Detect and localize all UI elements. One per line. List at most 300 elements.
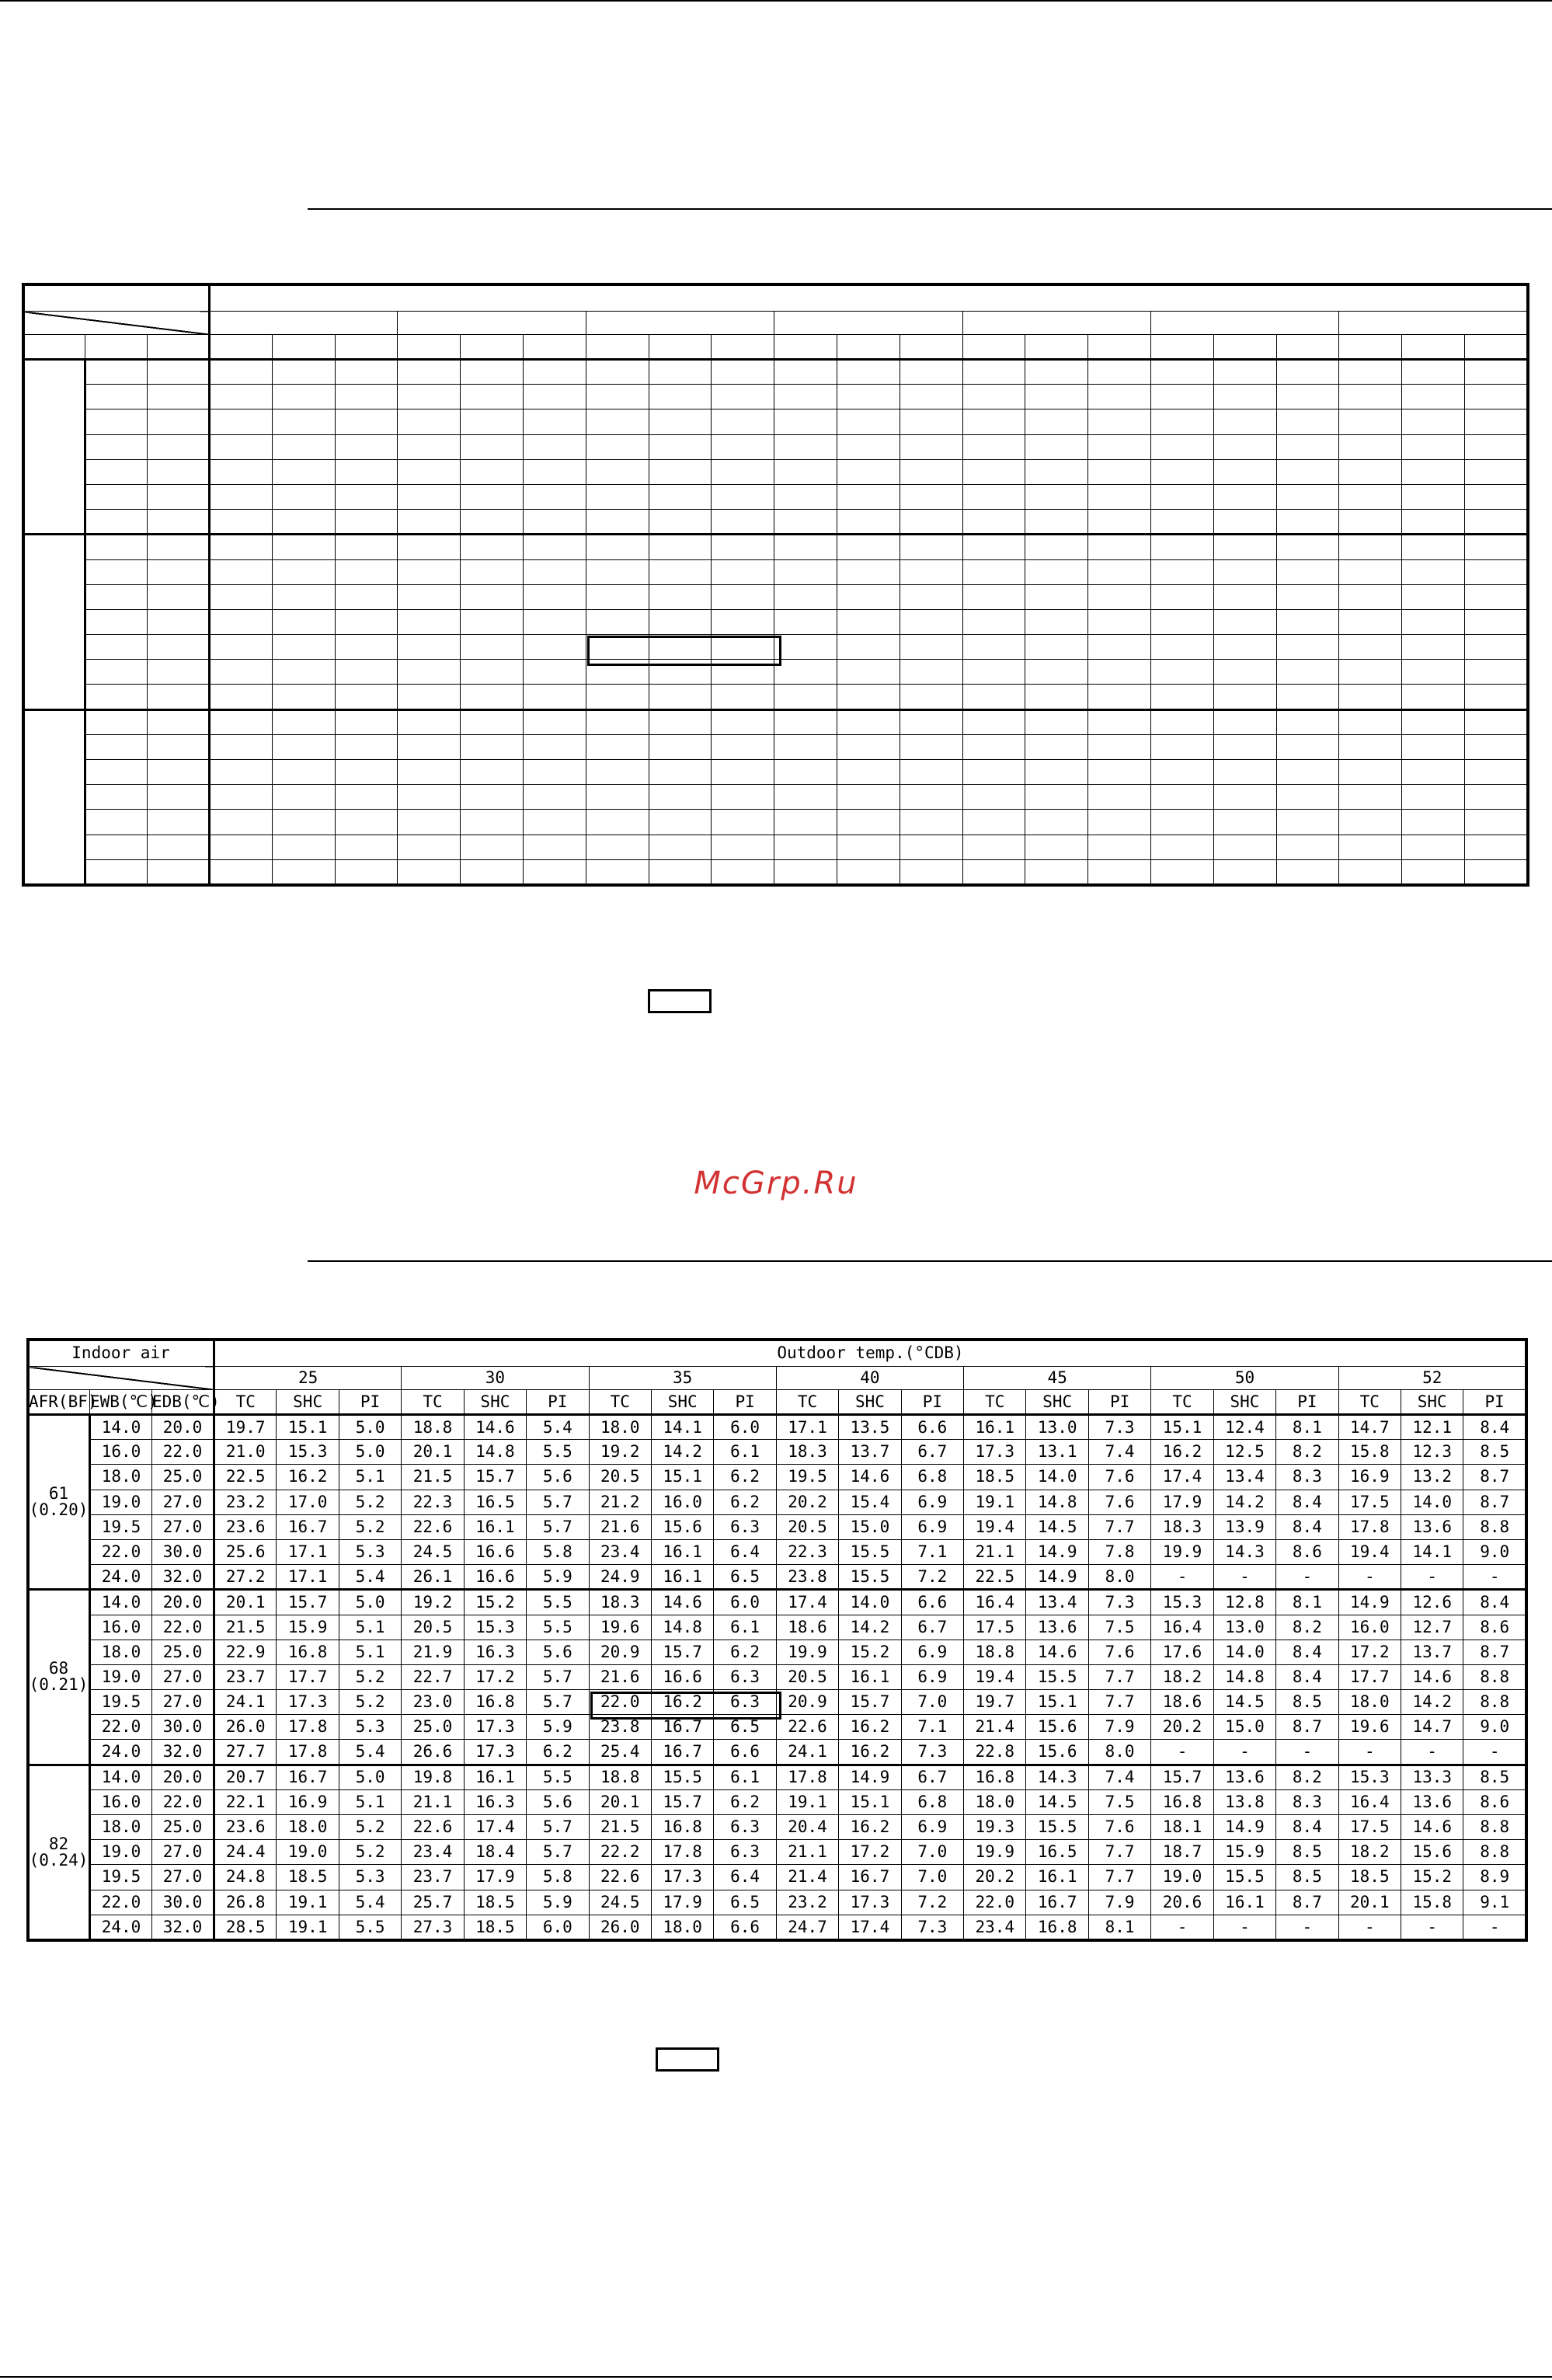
- value-cell: 14.3: [1026, 1765, 1088, 1789]
- metric-header-shc: SHC: [839, 1390, 901, 1415]
- table-row: [24, 360, 1528, 385]
- value-cell: [1339, 685, 1402, 709]
- value-cell: [1088, 734, 1151, 759]
- outdoor-temp-52: 52: [1338, 1367, 1526, 1390]
- value-cell: 23.6: [214, 1514, 277, 1539]
- value-cell: 19.6: [589, 1615, 651, 1640]
- value-cell: [210, 859, 273, 884]
- value-cell: 18.0: [964, 1789, 1026, 1814]
- value-cell: [1088, 459, 1151, 484]
- indoor-air-header: Indoor air: [29, 1340, 214, 1367]
- edb-cell: 22.0: [152, 1615, 214, 1640]
- value-cell: 14.9: [1338, 1590, 1401, 1615]
- value-cell: [712, 535, 774, 559]
- value-cell: [1213, 609, 1276, 634]
- metric-header-pi: [524, 335, 586, 360]
- metric-header-pi: PI: [1463, 1390, 1526, 1415]
- value-cell: 18.0: [651, 1915, 713, 1939]
- cooling-capacity-table: [28, 1340, 1526, 1940]
- table-row: [29, 1565, 1526, 1590]
- value-cell: 13.6: [1401, 1789, 1463, 1814]
- bottom-border-line: [0, 2376, 1552, 2378]
- value-cell: [272, 734, 335, 759]
- edb-cell: [148, 785, 210, 810]
- bf-value: (0.21): [29, 1675, 89, 1695]
- value-cell: 15.8: [1338, 1440, 1401, 1465]
- value-cell: [900, 559, 962, 584]
- value-cell: [1213, 484, 1276, 509]
- value-cell: 17.0: [277, 1490, 339, 1514]
- outdoor-temp-25: [210, 312, 398, 335]
- value-cell: [524, 385, 586, 409]
- value-cell: [335, 810, 398, 835]
- value-cell: 19.4: [1338, 1539, 1401, 1564]
- value-cell: 15.5: [839, 1539, 901, 1564]
- table-row: [29, 1590, 1526, 1615]
- value-cell: [210, 535, 273, 559]
- value-cell: [1150, 535, 1213, 559]
- value-cell: 15.7: [651, 1789, 713, 1814]
- value-cell: [335, 510, 398, 535]
- value-cell: [1025, 635, 1088, 660]
- value-cell: [1025, 760, 1088, 785]
- metric-header-shc: [1025, 335, 1088, 360]
- value-cell: [398, 760, 461, 785]
- value-cell: [774, 685, 837, 709]
- value-cell: 5.5: [339, 1915, 401, 1939]
- value-cell: [210, 484, 273, 509]
- value-cell: [210, 459, 273, 484]
- value-cell: 18.6: [776, 1615, 838, 1640]
- value-cell: [398, 459, 461, 484]
- value-cell: 14.0: [1401, 1490, 1463, 1514]
- value-cell: [461, 535, 524, 559]
- value-cell: [962, 385, 1025, 409]
- value-cell: 21.1: [402, 1789, 464, 1814]
- value-cell: [210, 409, 273, 434]
- value-cell: 16.6: [464, 1539, 526, 1564]
- value-cell: 18.5: [464, 1915, 526, 1939]
- value-cell: [1150, 484, 1213, 509]
- value-cell: 14.6: [1401, 1815, 1463, 1840]
- value-cell: 6.3: [714, 1664, 776, 1689]
- value-cell: 16.1: [651, 1565, 713, 1590]
- value-cell: 6.6: [901, 1590, 963, 1615]
- value-cell: [900, 510, 962, 535]
- value-cell: 14.5: [1026, 1789, 1088, 1814]
- edb-cell: [148, 510, 210, 535]
- value-cell: [398, 584, 461, 609]
- value-cell: 16.4: [1151, 1615, 1213, 1640]
- value-cell: 20.2: [1151, 1715, 1213, 1740]
- value-cell: [272, 785, 335, 810]
- value-cell: 6.6: [901, 1415, 963, 1440]
- value-cell: 20.4: [776, 1815, 838, 1840]
- value-cell: 16.8: [964, 1765, 1026, 1789]
- value-cell: 14.8: [651, 1615, 713, 1640]
- value-cell: 12.4: [1213, 1415, 1275, 1440]
- value-cell: 15.9: [1213, 1840, 1275, 1865]
- value-cell: 16.8: [651, 1815, 713, 1840]
- value-cell: 17.9: [464, 1865, 526, 1890]
- value-cell: [774, 810, 837, 835]
- value-cell: 14.2: [651, 1440, 713, 1465]
- value-cell: [335, 385, 398, 409]
- value-cell: 14.9: [1026, 1539, 1088, 1564]
- metric-header-pi: PI: [1088, 1390, 1150, 1415]
- value-cell: 8.8: [1463, 1664, 1526, 1689]
- metric-header-tc: TC: [1151, 1390, 1213, 1415]
- value-cell: 22.5: [964, 1565, 1026, 1590]
- afr-group-label: [29, 1590, 90, 1765]
- value-cell: [1213, 360, 1276, 385]
- value-cell: 12.1: [1401, 1415, 1463, 1440]
- value-cell: [1150, 409, 1213, 434]
- edb-cell: [148, 835, 210, 859]
- value-cell: [461, 559, 524, 584]
- ewb-cell: 18.0: [90, 1465, 152, 1490]
- value-cell: 21.4: [964, 1715, 1026, 1740]
- value-cell: [1402, 409, 1465, 434]
- value-cell: [335, 459, 398, 484]
- value-cell: [272, 409, 335, 434]
- value-cell: [1464, 434, 1527, 459]
- value-cell: 16.1: [651, 1539, 713, 1564]
- value-cell: -: [1401, 1740, 1463, 1765]
- metric-header-pi: [1464, 335, 1527, 360]
- value-cell: [712, 760, 774, 785]
- value-cell: -: [1463, 1565, 1526, 1590]
- value-cell: 5.2: [339, 1514, 401, 1539]
- legend-box: [648, 989, 712, 1013]
- edb-cell: 27.0: [152, 1690, 214, 1715]
- value-cell: 16.9: [1338, 1465, 1401, 1490]
- value-cell: 13.9: [1213, 1514, 1275, 1539]
- value-cell: [1088, 635, 1151, 660]
- ewb-cell: [85, 459, 148, 484]
- value-cell: 6.7: [901, 1615, 963, 1640]
- value-cell: [649, 785, 712, 810]
- value-cell: [774, 385, 837, 409]
- afr-value: 68: [48, 1659, 69, 1678]
- value-cell: [586, 760, 649, 785]
- value-cell: [1276, 360, 1339, 385]
- value-cell: 6.9: [901, 1815, 963, 1840]
- value-cell: [962, 459, 1025, 484]
- value-cell: 19.7: [214, 1415, 277, 1440]
- value-cell: 8.8: [1463, 1840, 1526, 1865]
- ewb-cell: [85, 385, 148, 409]
- value-cell: 22.6: [776, 1715, 838, 1740]
- value-cell: 15.7: [464, 1465, 526, 1490]
- value-cell: 15.6: [1026, 1715, 1088, 1740]
- table-row: [29, 1664, 1526, 1689]
- value-cell: [1025, 734, 1088, 759]
- edb-cell: 30.0: [152, 1539, 214, 1564]
- ewb-cell: [85, 685, 148, 709]
- value-cell: [398, 385, 461, 409]
- value-cell: 6.8: [901, 1789, 963, 1814]
- ewb-cell: 22.0: [90, 1715, 152, 1740]
- value-cell: 15.1: [1151, 1415, 1213, 1440]
- metric-header-pi: PI: [714, 1390, 776, 1415]
- value-cell: [1402, 584, 1465, 609]
- value-cell: [1088, 584, 1151, 609]
- value-cell: 6.7: [901, 1440, 963, 1465]
- value-cell: 6.5: [714, 1890, 776, 1915]
- value-cell: 16.7: [839, 1865, 901, 1890]
- value-cell: 8.5: [1276, 1840, 1338, 1865]
- value-cell: [1276, 760, 1339, 785]
- value-cell: [1213, 510, 1276, 535]
- value-cell: [210, 760, 273, 785]
- value-cell: [1464, 709, 1527, 734]
- header-row-temperatures: [29, 1367, 1526, 1390]
- value-cell: 19.4: [964, 1664, 1026, 1689]
- value-cell: [1339, 635, 1402, 660]
- value-cell: [1402, 535, 1465, 559]
- ewb-cell: 24.0: [90, 1565, 152, 1590]
- value-cell: 13.1: [1026, 1440, 1088, 1465]
- value-cell: 8.4: [1276, 1490, 1338, 1514]
- value-cell: [1464, 660, 1527, 685]
- table-row: [29, 1514, 1526, 1539]
- value-cell: [272, 660, 335, 685]
- value-cell: [1276, 484, 1339, 509]
- value-cell: 17.2: [464, 1664, 526, 1689]
- metric-header-shc: SHC: [464, 1390, 526, 1415]
- value-cell: 17.1: [277, 1565, 339, 1590]
- value-cell: 14.2: [839, 1615, 901, 1640]
- value-cell: [586, 584, 649, 609]
- value-cell: -: [1213, 1740, 1275, 1765]
- value-cell: [210, 510, 273, 535]
- edb-cell: [148, 734, 210, 759]
- value-cell: 14.9: [1026, 1565, 1088, 1590]
- value-cell: [1402, 709, 1465, 734]
- value-cell: 6.5: [714, 1715, 776, 1740]
- value-cell: 19.0: [277, 1840, 339, 1865]
- value-cell: 20.1: [214, 1590, 277, 1615]
- value-cell: 16.8: [1151, 1789, 1213, 1814]
- value-cell: [461, 459, 524, 484]
- value-cell: 5.1: [339, 1465, 401, 1490]
- value-cell: [1088, 409, 1151, 434]
- value-cell: 18.8: [589, 1765, 651, 1789]
- value-cell: [837, 810, 900, 835]
- ewb-cell: 19.0: [90, 1664, 152, 1689]
- value-cell: -: [1151, 1565, 1213, 1590]
- value-cell: 7.7: [1088, 1840, 1150, 1865]
- value-cell: [335, 559, 398, 584]
- value-cell: [398, 360, 461, 385]
- value-cell: [461, 584, 524, 609]
- value-cell: [1402, 609, 1465, 634]
- value-cell: 26.8: [214, 1890, 277, 1915]
- value-cell: -: [1463, 1915, 1526, 1939]
- table-row: [24, 785, 1528, 810]
- value-cell: 16.2: [277, 1465, 339, 1490]
- value-cell: [272, 535, 335, 559]
- header-row-columns: [24, 335, 1528, 360]
- value-cell: [210, 385, 273, 409]
- metric-header-pi: PI: [901, 1390, 963, 1415]
- value-cell: 16.2: [839, 1715, 901, 1740]
- indoor-air-header: [24, 285, 210, 312]
- metric-header-tc: [398, 335, 461, 360]
- value-cell: 22.9: [214, 1640, 277, 1664]
- ewb-cell: 19.0: [90, 1840, 152, 1865]
- value-cell: 18.0: [589, 1415, 651, 1440]
- value-cell: 15.1: [839, 1789, 901, 1814]
- outdoor-temp-45: [962, 312, 1150, 335]
- value-cell: 24.1: [776, 1740, 838, 1765]
- value-cell: [1213, 734, 1276, 759]
- value-cell: 18.5: [964, 1465, 1026, 1490]
- value-cell: [461, 484, 524, 509]
- value-cell: 18.0: [277, 1815, 339, 1840]
- value-cell: 7.3: [901, 1740, 963, 1765]
- value-cell: [461, 360, 524, 385]
- value-cell: 8.3: [1276, 1789, 1338, 1814]
- value-cell: [1339, 510, 1402, 535]
- value-cell: 22.6: [402, 1815, 464, 1840]
- outdoor-temp-40: 40: [776, 1367, 963, 1390]
- value-cell: 19.1: [964, 1490, 1026, 1514]
- value-cell: 24.5: [589, 1890, 651, 1915]
- value-cell: [837, 660, 900, 685]
- value-cell: 14.8: [1026, 1490, 1088, 1514]
- value-cell: [1150, 584, 1213, 609]
- metric-header-pi: PI: [1276, 1390, 1338, 1415]
- value-cell: 16.1: [839, 1664, 901, 1689]
- value-cell: [774, 584, 837, 609]
- value-cell: 23.7: [402, 1865, 464, 1890]
- edb-cell: 27.0: [152, 1490, 214, 1514]
- value-cell: 6.2: [714, 1789, 776, 1814]
- edb-cell: [148, 609, 210, 634]
- value-cell: 17.2: [1338, 1640, 1401, 1664]
- value-cell: 14.1: [651, 1415, 713, 1440]
- value-cell: [962, 810, 1025, 835]
- value-cell: 19.4: [964, 1514, 1026, 1539]
- value-cell: [1150, 510, 1213, 535]
- header-row-temperatures: [24, 312, 1528, 335]
- table-row: [29, 1690, 1526, 1715]
- edb-cell: 30.0: [152, 1890, 214, 1915]
- value-cell: [1213, 584, 1276, 609]
- ewb-column-header: EWB(℃): [90, 1390, 152, 1415]
- value-cell: 6.8: [901, 1465, 963, 1490]
- value-cell: 5.7: [527, 1690, 589, 1715]
- value-cell: 5.8: [527, 1865, 589, 1890]
- value-cell: -: [1151, 1915, 1213, 1939]
- value-cell: 5.0: [339, 1415, 401, 1440]
- value-cell: [1150, 859, 1213, 884]
- value-cell: 20.2: [964, 1865, 1026, 1890]
- value-cell: [1402, 685, 1465, 709]
- value-cell: [649, 584, 712, 609]
- value-cell: [398, 635, 461, 660]
- value-cell: [1025, 709, 1088, 734]
- value-cell: 22.1: [214, 1789, 277, 1814]
- value-cell: [1464, 559, 1527, 584]
- value-cell: [1276, 709, 1339, 734]
- value-cell: [1213, 760, 1276, 785]
- ewb-cell: 14.0: [90, 1415, 152, 1440]
- value-cell: [962, 434, 1025, 459]
- value-cell: [586, 810, 649, 835]
- value-cell: 16.6: [464, 1565, 526, 1590]
- value-cell: 8.7: [1276, 1715, 1338, 1740]
- edb-cell: [148, 709, 210, 734]
- value-cell: [1213, 459, 1276, 484]
- value-cell: [837, 385, 900, 409]
- value-cell: [272, 459, 335, 484]
- value-cell: [712, 385, 774, 409]
- value-cell: 19.5: [776, 1465, 838, 1490]
- value-cell: [1088, 484, 1151, 509]
- value-cell: [1276, 810, 1339, 835]
- metric-header-pi: [1088, 335, 1151, 360]
- value-cell: [524, 434, 586, 459]
- value-cell: 7.1: [901, 1715, 963, 1740]
- value-cell: 19.3: [964, 1815, 1026, 1840]
- value-cell: 15.1: [651, 1465, 713, 1490]
- value-cell: 25.7: [402, 1890, 464, 1915]
- value-cell: [524, 785, 586, 810]
- value-cell: 8.5: [1276, 1690, 1338, 1715]
- table-row: [24, 760, 1528, 785]
- value-cell: 17.3: [964, 1440, 1026, 1465]
- value-cell: 8.4: [1276, 1664, 1338, 1689]
- ewb-cell: [85, 434, 148, 459]
- value-cell: [649, 535, 712, 559]
- value-cell: [1088, 434, 1151, 459]
- value-cell: 14.3: [1213, 1539, 1275, 1564]
- value-cell: -: [1213, 1915, 1275, 1939]
- value-cell: [272, 760, 335, 785]
- edb-cell: [148, 409, 210, 434]
- ewb-cell: 14.0: [90, 1765, 152, 1789]
- value-cell: 16.2: [651, 1690, 713, 1715]
- value-cell: 24.1: [214, 1690, 277, 1715]
- edb-cell: 22.0: [152, 1789, 214, 1814]
- value-cell: [962, 785, 1025, 810]
- metric-header-shc: [272, 335, 335, 360]
- value-cell: 9.0: [1463, 1539, 1526, 1564]
- value-cell: 6.2: [527, 1740, 589, 1765]
- value-cell: 21.1: [776, 1840, 838, 1865]
- value-cell: [774, 484, 837, 509]
- edb-cell: [148, 760, 210, 785]
- table-row: [24, 635, 1528, 660]
- value-cell: 19.7: [964, 1690, 1026, 1715]
- value-cell: 6.7: [901, 1765, 963, 1789]
- outdoor-temp-35: 35: [589, 1367, 776, 1390]
- value-cell: [335, 785, 398, 810]
- value-cell: [774, 785, 837, 810]
- value-cell: 25.6: [214, 1539, 277, 1564]
- value-cell: [272, 635, 335, 660]
- value-cell: -: [1338, 1740, 1401, 1765]
- value-cell: [1402, 734, 1465, 759]
- value-cell: 6.0: [527, 1915, 589, 1939]
- value-cell: 16.0: [1338, 1615, 1401, 1640]
- value-cell: [837, 360, 900, 385]
- value-cell: 20.6: [1151, 1890, 1213, 1915]
- table-row: [24, 660, 1528, 685]
